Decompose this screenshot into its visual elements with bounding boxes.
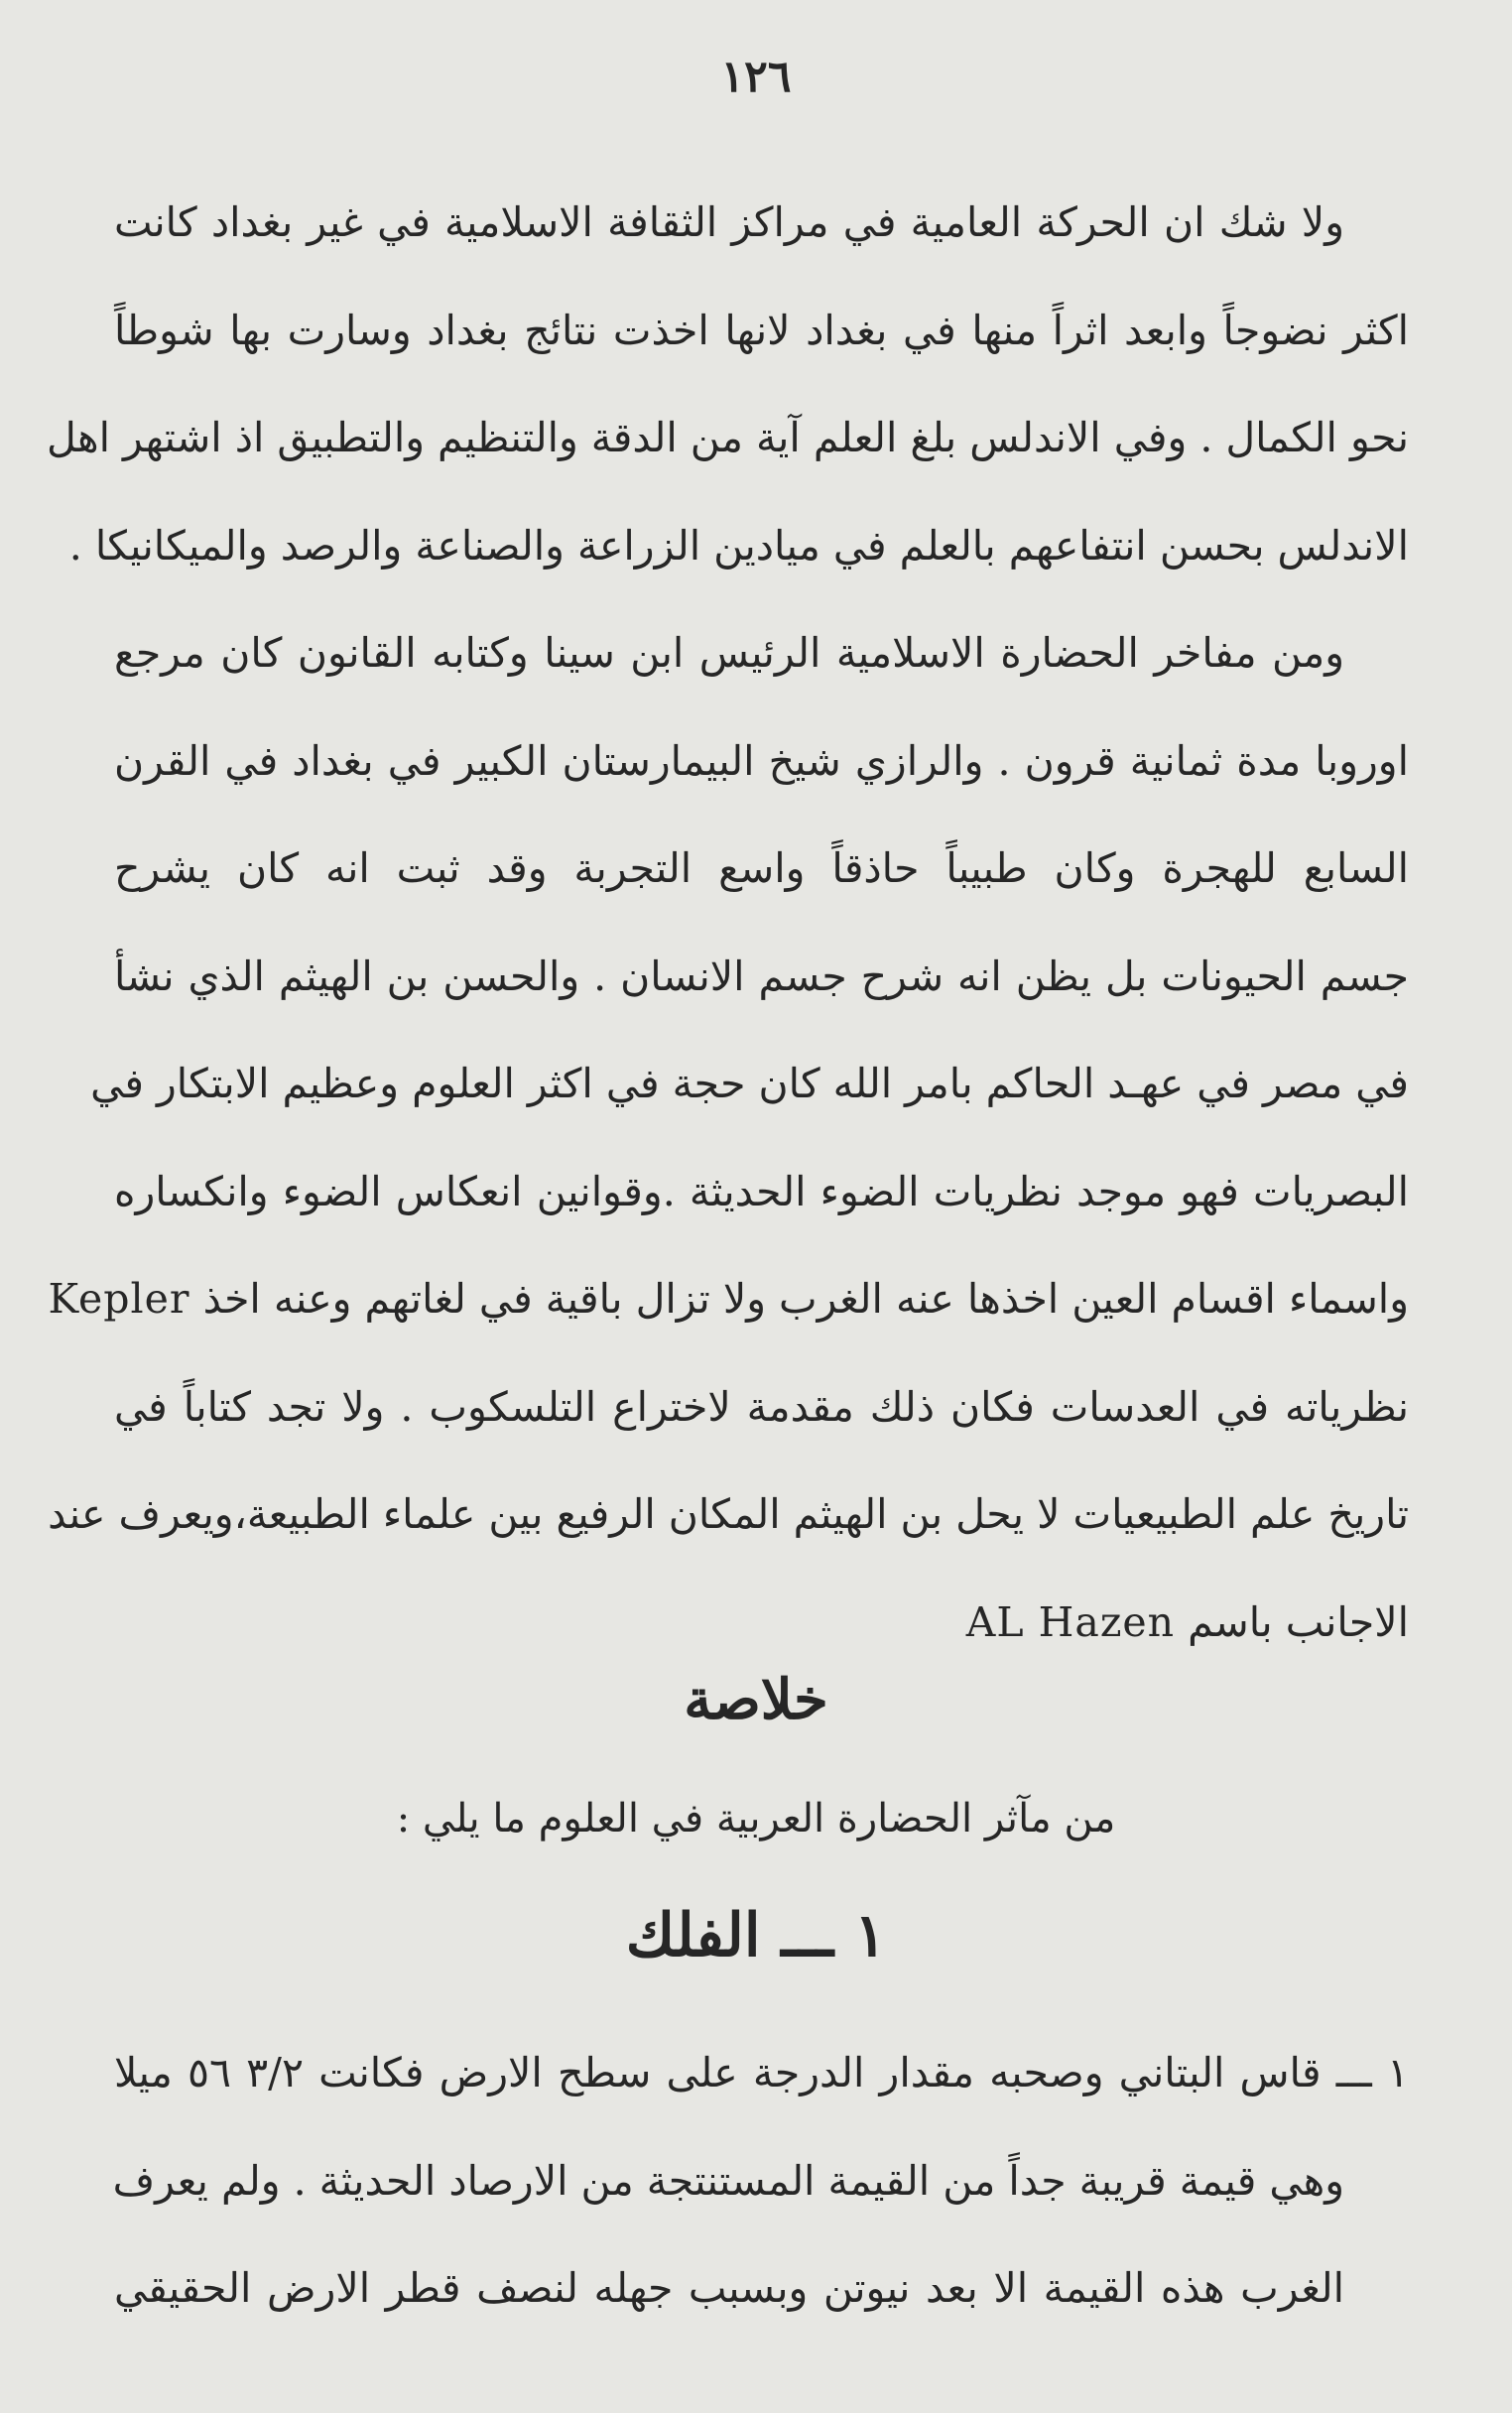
intro-line: من مآثر الحضارة العربية في العلوم ما يلي :	[396, 1796, 1116, 1842]
text-line: ومن مفاخر الحضارة الاسلامية الرئيس ابن سينا وكتابه القانون كان مرجع	[114, 629, 1344, 677]
text-line: السابع للهجرة وكان طبيباً حاذقاً واسع التجربة وقد ثبت انه كان يشرح	[114, 844, 1409, 892]
latin-name-alhazen: AL Hazen	[965, 1597, 1176, 1646]
text-line: الاجانب باسم AL Hazen	[965, 1597, 1409, 1646]
text-line: اوروبا مدة ثمانية قرون . والرازي شيخ البيمارستان الكبير في بغداد في القرن	[114, 736, 1409, 785]
text-line: تاريخ علم الطبيعيات لا يحل بن الهيثم المكان الرفيع بين علماء الطبيعة،ويعرف عند	[48, 1490, 1409, 1538]
text-line: واسماء اقسام العين اخذها عنه الغرب ولا تزال باقية في لغاتهم وعنه اخذ Kepler	[48, 1275, 1409, 1323]
section-heading: خلاصة	[684, 1667, 828, 1732]
text-line: البصريات فهو موجد نظريات الضوء الحديثة .وقوانين انعكاس الضوء وانكساره	[114, 1167, 1409, 1215]
sub-heading-astronomy: ١ ـــ الفلك	[625, 1901, 887, 1970]
text-line: الاندلس بحسن انتفاعهم بالعلم في ميادين الزراعة والصناعة والرصد والميكانيكا .	[68, 521, 1409, 570]
text-line: ١ ـــ قاس البتاني وصحبه مقدار الدرجة على سطح الارض فكانت ٣/٢ ٥٦ ميلا	[114, 2049, 1409, 2096]
text-line: نظرياته في العدسات فكان ذلك مقدمة لاختراع التلسكوب . ولا تجد كتاباً في	[114, 1382, 1409, 1431]
text-line: جسم الحيونات بل يظن انه شرح جسم الانسان . والحسن بن الهيثم الذي نشأ	[114, 952, 1409, 1000]
text-line: وهي قيمة قريبة جداً من القيمة المستنتجة من الارصاد الحديثة . ولم يعرف	[112, 2156, 1344, 2205]
text-line: اكثر نضوجاً وابعد اثراً منها في بغداد لانها اخذت نتائج بغداد وسارت بها شوطاً	[114, 306, 1409, 354]
body-text-top	[46, 169, 1409, 1676]
latin-name-kepler: Kepler	[48, 1275, 190, 1323]
text-line: نحو الكمال . وفي الاندلس بلغ العلم آية من الدقة والتنظيم والتطبيق اذ اشتهر اهل	[46, 414, 1409, 461]
body-text-bottom	[114, 2019, 1409, 2343]
text-line: الغرب هذه القيمة الا بعد نيوتن وبسبب جهله لنصف قطر الارض الحقيقي	[114, 2264, 1345, 2312]
text-line: ولا شك ان الحركة العامية في مراكز الثقافة الاسلامية في غير بغداد كانت	[114, 198, 1344, 246]
text-line: في مصر في عهـد الحاكم بامر الله كان حجة في اكثر العلوم وعظيم الابتكار في	[90, 1060, 1409, 1107]
page-number: ١٢٦	[720, 52, 792, 102]
